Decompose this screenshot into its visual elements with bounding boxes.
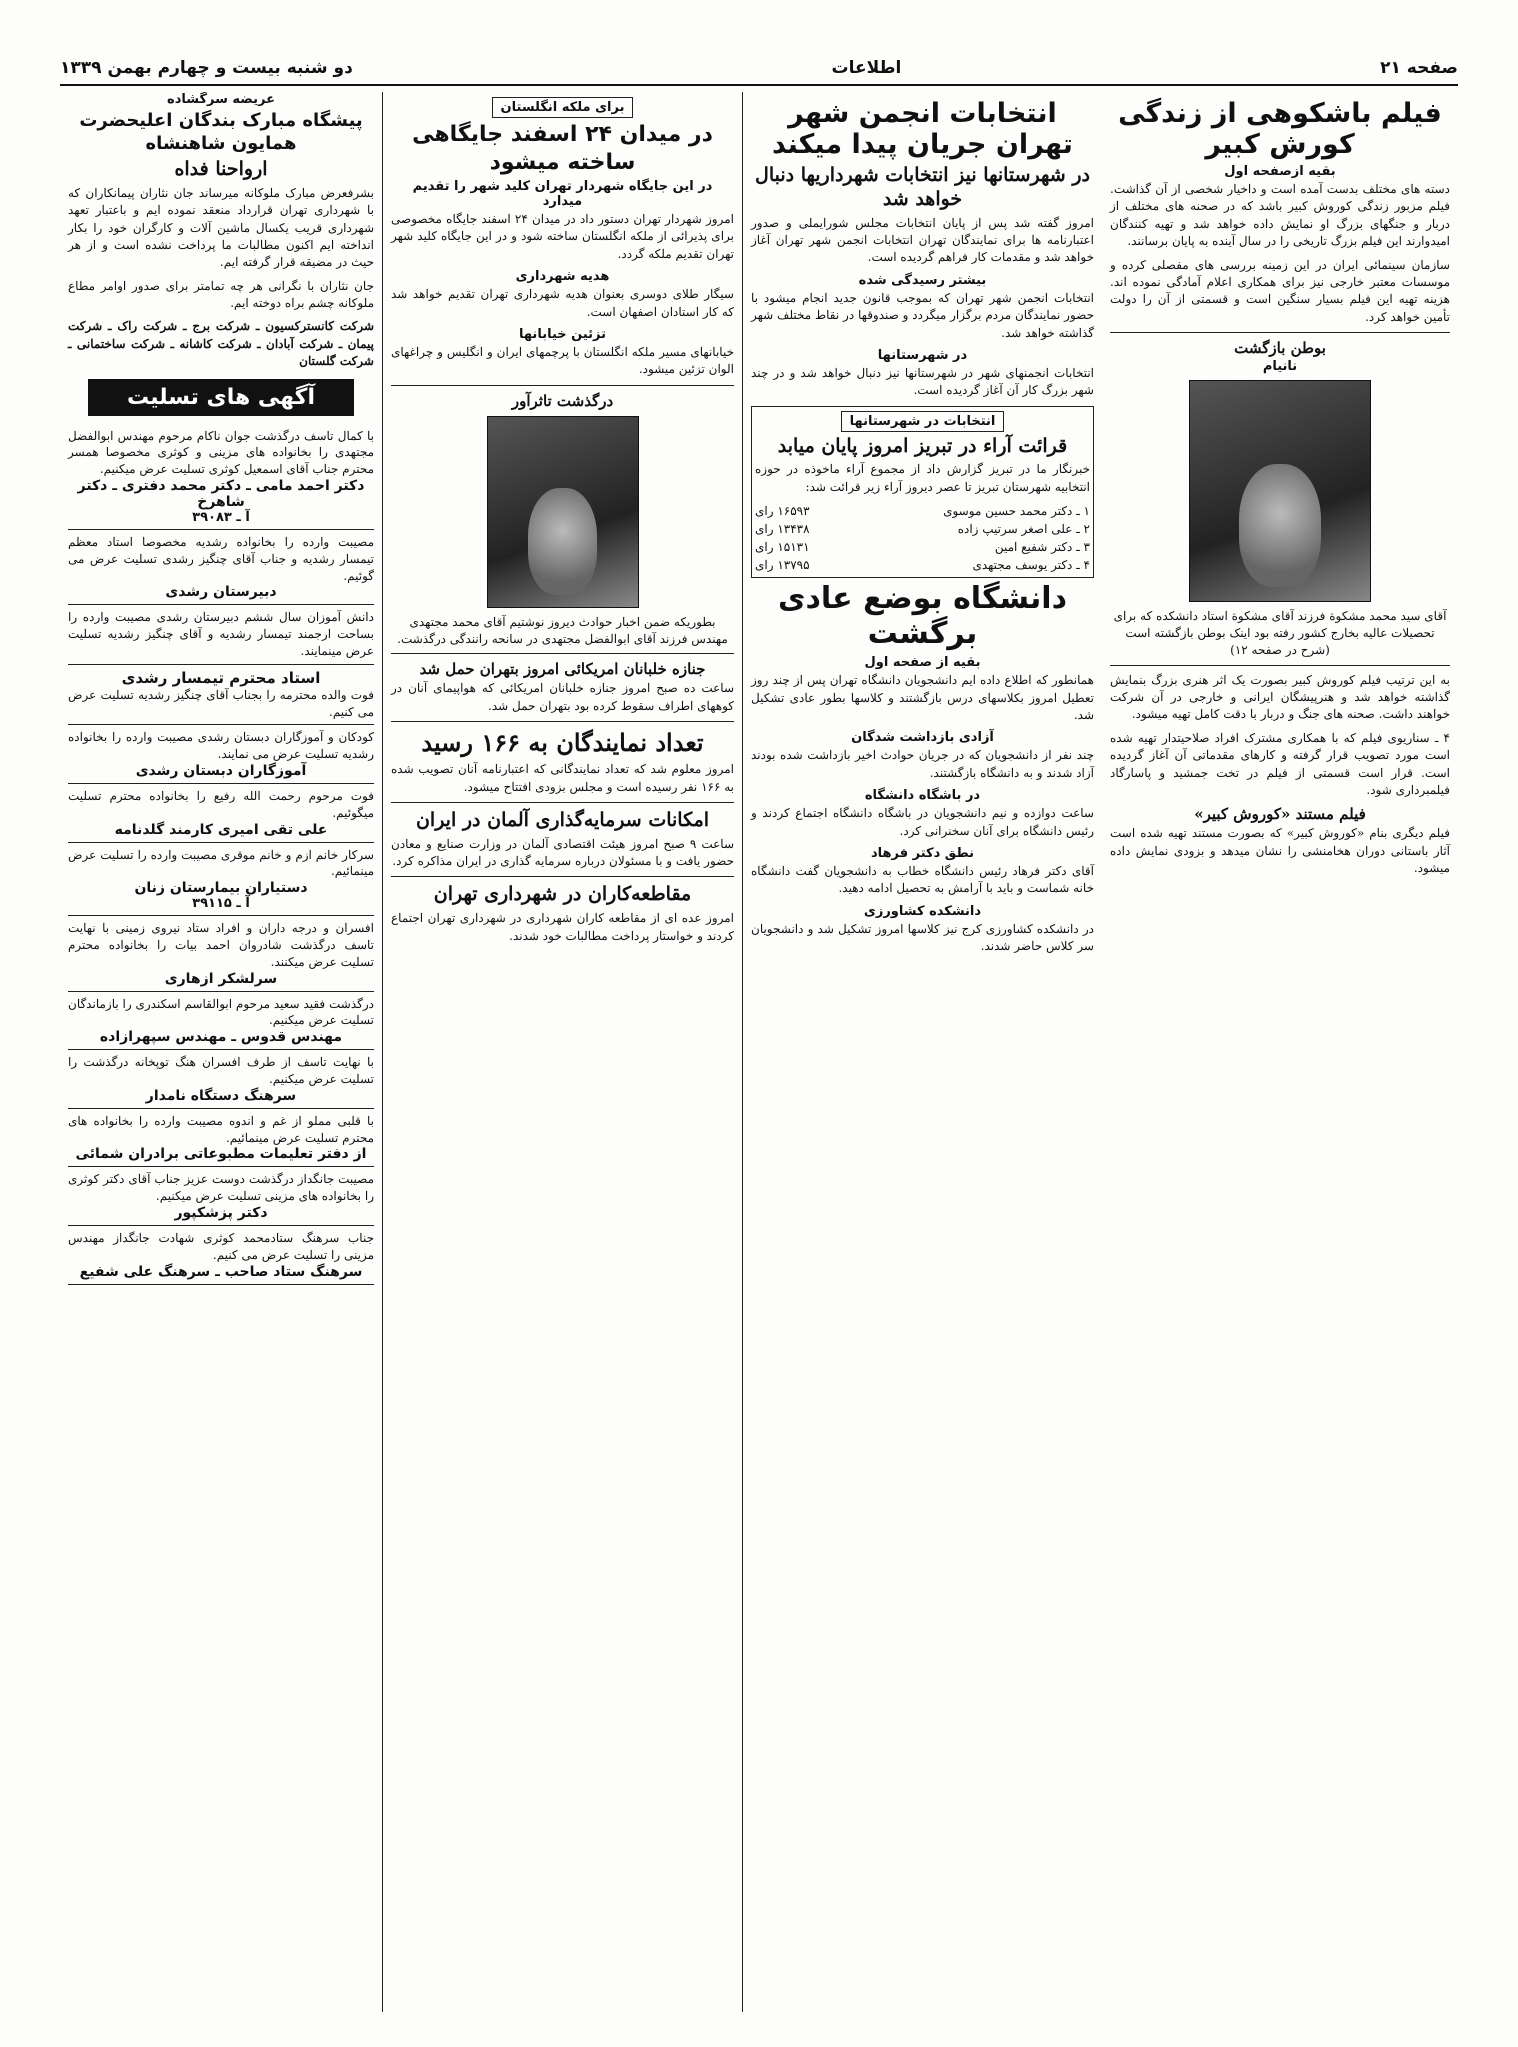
continued-label: بقیه ازصفحه اول <box>1224 164 1336 180</box>
petition-body: جان نثاران با نگرانی هر چه تمامتر برای صدور اوامر مطاع ملوکانه چشم براه دوخته ایم. <box>68 278 374 311</box>
photo-title: درگذشت تاثرآور <box>511 391 614 410</box>
article-body: ساعت دوازده و نیم دانشجویان در باشگاه دانشگاه اجتماع کردند و رئیس دانشگاه برای آنان سخنرانی کرد. <box>751 806 1094 838</box>
condolence-notice: استاد محترم تیمسار رشدی فوت والده محترمه را بجناب آقای چنگیز رشدیه تسلیت عرض می کنیم. <box>68 665 374 726</box>
condolence-notice: درگذشت فقید سعید مرحوم ابوالقاسم اسکندری را بازماندگان تسلیت عرض میکنیم. مهندس قدوس ـ مهندس سپهرازاده <box>68 992 374 1051</box>
notice-code: آ ـ ۳۹۱۱۵ <box>192 896 250 912</box>
column-elections-university <box>742 92 1102 2012</box>
article-headline: تعداد نمایندگان به ۱۶۶ رسید <box>421 728 704 758</box>
divider <box>391 721 734 722</box>
petition-headline: پیشگاه مبارک بندگان اعلیحضرت همایون شاهنشاه <box>79 110 363 154</box>
box-headline: قرائت آراء در تبریز امروز پایان میابد <box>777 434 1068 457</box>
article-body: امروز معلوم شد که تعداد نمایندگانی که اعتبارنامه آنان تصویب شده به ۱۶۶ نفر رسیده است و مجلس بزودی افتتاح میشود. <box>391 762 734 794</box>
condolence-banner: آگهی های تسلیت <box>88 379 354 416</box>
divider <box>1110 665 1450 666</box>
condolence-notice: مصیبت وارده را بخانواده رشدیه مخصوصا استاد معظم تیمسار رشدیه و جناب آقای چنگیز رشدی تسلیت عرض می گوئیم. دبیرستان رشدی <box>68 530 374 605</box>
condolence-notice: با قلبی مملو از غم و اندوه مصیبت وارده را بخانواده های محترم تسلیت عرض مینمائیم. از دفتر تعلیمات مطبوعاتی برادران شمائی <box>68 1109 374 1168</box>
photo-title: بوطن بازگشت <box>1234 339 1326 358</box>
article-body: در دانشکده کشاورزی کرج نیز کلاسها امروز تشکیل شد و دانشجویان سر کلاس حاضر شدند. <box>751 921 1094 954</box>
article-body: خیابانهای مسیر ملکه انگلستان با پرچمهای ایران و انگلیس و چراغهای الوان تزئین میشود. <box>391 344 734 377</box>
continued-label: بقیه از صفحه اول <box>864 655 981 671</box>
condolence-notice: مصیبت جانگداز درگذشت دوست عزیز جناب آقای دکتر کوثری را بخانواده های مزینی تسلیت عرض میکنیم. دکتر پزشکپور <box>68 1167 374 1226</box>
section-kicker: نطق دکتر فرهاد <box>870 845 975 861</box>
section-kicker: دانشکده کشاورزی <box>863 903 982 919</box>
article-body: انتخابات انجمن شهر تهران که بموجب قانون جدید انجام میشود با حضور نمایندگان مردم برگزار میگردد و صندوقها در نقاط مختلف شهر گذاشته خواهد شد. <box>751 290 1094 340</box>
condolence-notice: افسران و درجه داران و افراد ستاد نیروی زمینی با نهایت تاسف درگذشت شادروان احمد بیات را بخانواده محترم تسلیت عرض میکنند. سرلشکر ازهاری <box>68 916 374 991</box>
result-line: ۱ ـ دکتر محمد حسین موسوی ۱۶۵۹۳ رای <box>755 504 1090 519</box>
divider <box>391 876 734 877</box>
portrait-photo <box>1189 380 1371 602</box>
condolence-notice: سرکار خانم ازم و خانم موقری مصیبت وارده را تسلیت عرض مینمائیم. دستیاران بیمارستان زنان آ ـ ۳۹۱۱۵ <box>68 843 374 917</box>
article-columns <box>60 92 1458 2012</box>
column-petition-condolences <box>60 92 382 2012</box>
petition-subhead: ارواحنا فداه <box>174 158 268 180</box>
section-kicker: تزئین خیابانها <box>518 326 607 342</box>
article-body: دسته های مختلف بدست آمده است و داخیار شخصی از آن گذاشت. فیلم مزبور زندگی کوروش کبیر باشد که در صحنه های مختلف از دربار و جنگهای بزرگ او نمایش داده خواهد شد و تهیه کنندگان امیدوارند این فیلم بزرگ تاریخی را در سال آینده به پایان برسانند. <box>1110 182 1450 249</box>
photo-credit: نانیام <box>1262 359 1298 375</box>
box-label: انتخابات در شهرستانها <box>841 411 1005 432</box>
article-body: فیلم دیگری بنام «کوروش کبیر» که بصورت مستند تهیه شده است آثار باستانی دوران هخامنشی را نشان میدهد و بزودی نمایش داده میشود. <box>1110 826 1450 876</box>
article-body: ۴ ـ سناریوی فیلم که با همکاری مشترک افراد صلاحیتدار تهیه شده است مورد تصویب قرار گرفته و کارهای مقدماتی آن آغاز گردیده است. قرار است قسمتی از فیلم در تخت جمشید و پاسارگاد فیلمبرداری شود. <box>1110 730 1450 797</box>
photo-caption: بطوریکه ضمن اخبار حوادث دیروز نوشتیم آقای محمد مجتهدی مهندس فرزند آقای ابوالفضل مجتهدی در سانحه رانندگی درگذشت. <box>397 614 728 646</box>
article-body: چند نفر از دانشجویان که در جریان حوادث اخیر بازداشت شده بودند آزاد شدند و به دانشگاه بازگشتند. <box>751 748 1094 780</box>
condolence-notice: جناب سرهنگ ستادمحمد کوثری شهادت جانگداز مهندس مزینی را تسلیت عرض می کنیم. سرهنگ ستاد صاحب ـ سرهنگ علی شفیع <box>68 1226 374 1285</box>
article-subhead: فیلم مستند «کوروش کبیر» <box>1194 805 1366 824</box>
column-kurosh-film <box>1102 92 1458 2012</box>
article-headline: در میدان ۲۴ اسفند جایگاهی ساخته میشود <box>412 122 713 175</box>
section-kicker: در باشگاه دانشگاه <box>864 788 981 804</box>
section-kicker: آزادی بازداشت شدگان <box>851 730 994 746</box>
masthead <box>60 52 1458 86</box>
issue-date: دو شنبه بیست و چهارم بهمن ۱۳۳۹ <box>60 58 353 78</box>
section-kicker: هدیه شهرداری <box>515 269 610 285</box>
university-headline: دانشگاه بوضع عادی برگشت <box>778 581 1067 651</box>
tabriz-results-box <box>751 406 1094 579</box>
divider <box>391 385 734 386</box>
article-headline: جنازه خلبانان امریکائی امروز بتهران حمل شد <box>419 660 706 679</box>
condolence-notice: با کمال تاسف درگذشت جوان ناکام مرحوم مهندس ابوالفضل مجتهدی را بخانواده های مزینی و کوثری مخصوصا همسر محترم جناب آقای اسمعیل کوثری تسلیت عرض میکنیم. دکتر احمد مامی ـ دکتر محمد دفتری ـ دکتر شاهرخ آ ـ ۳۹۰۸۳ <box>68 424 374 530</box>
article-body: به این ترتیب فیلم کوروش کبیر بصورت یک اثر هنری بزرگ بنمایش گذاشته خواهد شد و هنرپیشگان ایرانی و خارجی در آن شرکت خواهند داشت. صحنه های جنگ و دربار با دقت کامل تهیه میشود. <box>1110 672 1450 722</box>
portrait-photo <box>487 416 639 608</box>
page-number: صفحه ۲۱ <box>1380 58 1458 78</box>
section-label: برای ملکه انگلستان <box>492 97 634 118</box>
article-body: امروز شهردار تهران دستور داد در میدان ۲۴ اسفند جایگاه مخصوصی برای پذیرائی از ملکه انگلستان ساخته شود و در این جایگاه کلید شهر تهران تقدیم ملکه گردد. <box>391 212 734 261</box>
article-body: انتخابات انجمنهای شهر در شهرستانها نیز دنبال خواهد شد و در چند شهر بزرگ کار آن آغاز گردیده است. <box>751 365 1094 398</box>
divider <box>1110 332 1450 333</box>
section-kicker: در شهرستانها <box>877 347 968 363</box>
condolence-notice: کودکان و آموزگاران دبستان رشدی مصیبت وارده را بخانواده رشدیه تسلیت عرض می نمایند. آموزگاران دبستان رشدی <box>68 725 374 784</box>
article-body: آقای دکتر فرهاد رئیس دانشگاه خطاب به دانشجویان گفت دانشگاه خانه شماست و باید با آرامش به تحصیل ادامه دهید. <box>751 863 1094 896</box>
paper-name: اطلاعات <box>831 58 902 78</box>
article-body: ساعت ده صبح امروز جنازه خلبانان امریکائی که هواپیمای آنان در کوههای اطراف سقوط کرده بود بتهران حمل شد. <box>391 681 734 713</box>
article-headline: انتخابات انجمن شهر تهران جریان پیدا میکند <box>772 98 1073 161</box>
article-body: امروز عده ای از مقاطعه کاران شهرداری در شهرداری تهران اجتماع کردند و خواستار پرداخت مطالبات خود شدند. <box>391 911 734 943</box>
result-line: ۴ ـ دکتر یوسف مجتهدی ۱۳۷۹۵ رای <box>755 558 1090 573</box>
section-kicker: عریضه سرگشاده <box>167 92 275 107</box>
article-body: سیگار طلای دوسری بعنوان هدیه شهرداری تهران تقدیم خواهد شد که کار استادان اصفهان است. <box>391 287 734 319</box>
column-queen-visit <box>382 92 742 2012</box>
divider <box>391 802 734 803</box>
photo-caption: آقای سید محمد مشکوة فرزند آقای مشکوة استاد دانشکده که برای تحصیلات عالیه بخارج کشور رفته بود اینک بوطن بازگشته است (شرح در صفحه ۱۲) <box>1113 609 1447 657</box>
petition-body: بشرفعرض مبارک ملوکانه میرساند جان نثاران پیمانکاران که با شهرداری تهران قرارداد منعقد نموده ایم و باعتبار تعهد شهرداری قریب یکسال ماشین آلات و کارگران خود را بکار انداخته ایم اکنون مطالبات ما پرداخت نشده است و از هر حیث در مضیقه قرار گرفته ایم. <box>68 185 374 270</box>
result-line: ۲ ـ علی اصغر سرتیپ زاده ۱۳۴۳۸ رای <box>755 522 1090 537</box>
divider <box>391 653 734 654</box>
article-headline: فیلم باشکوهی از زندگی کورش کبیر <box>1118 98 1442 161</box>
article-subhead: در این جایگاه شهردار تهران کلید شهر را تقدیم میدارد <box>412 179 713 209</box>
notice-code: آ ـ ۳۹۰۸۳ <box>192 510 250 526</box>
petition-signers: شرکت کانسترکسیون ـ شرکت برج ـ شرکت راک ـ شرکت پیمان ـ شرکت آبادان ـ شرکت کاشانه ـ شرکت ساختمانی ـ شرکت گلستان <box>68 319 374 369</box>
condolence-notice: با نهایت تاسف از طرف افسران هنگ توپخانه درگذشت را تسلیت عرض میکنیم. سرهنگ دستگاه نامدار <box>68 1050 374 1109</box>
article-headline: مقاطعه‌کاران در شهرداری تهران <box>433 883 692 906</box>
article-headline: امکانات سرمایه‌گذاری آلمان در ایران <box>415 808 710 831</box>
result-line: ۳ ـ دکتر شفیع امین ۱۵۱۳۱ رای <box>755 540 1090 555</box>
article-body: امروز گفته شد پس از پایان انتخابات مجلس شورایملی و صدور اعتبارنامه ها برای نمایندگان تهران انتخابات انجمن شهر تهران آغاز خواهد شد و مقدمات کار فراهم گردیده است. <box>751 215 1094 265</box>
condolence-notice: فوت مرحوم رحمت الله رفیع را بخانواده محترم تسلیت میگوئیم. علی تقی امیری کارمند گلدنامه <box>68 784 374 843</box>
box-body: خبرنگار ما در تبریز گزارش داد از مجموع آراء ماخوذه در حوزه انتخابیه شهرستان تبریز تا عصر دیروز آراء زیر قرائت شد: <box>755 462 1090 494</box>
section-kicker: بیشتر رسیدگی شده <box>858 272 987 288</box>
article-body: ساعت ۹ صبح امروز هیئت اقتصادی آلمان در وزارت صنایع و معادن حضور یافت و با مسئولان درباره سرمایه گذاری در ایران مذاکره کرد. <box>391 836 734 869</box>
article-subhead: در شهرستانها نیز انتخابات شهرداریها دنبال خواهد شد <box>755 164 1090 210</box>
condolence-notice: دانش آموزان سال ششم دبیرستان رشدی مصیبت وارده را بساحت ارجمند تیمسار رشدیه و آقای چنگیز رشدیه تسلیت عرض مینمایند. <box>68 605 374 664</box>
article-body: سازمان سینمائی ایران در این زمینه بررسی های مفصلی کرده و موسسات معتبر خارجی نیز برای همکاری اعلام آمادگی نموده اند. هزینه تهیه این فیلم بسیار سنگین است و قسمتی از آن را دولت تأمین خواهد کرد. <box>1110 257 1450 324</box>
article-body: همانطور که اطلاع داده ایم دانشجویان دانشگاه تهران پس از چند روز تعطیل امروز بکلاسهای درس بازگشتند و کلاسها بطور عادی تشکیل شد. <box>751 673 1094 723</box>
